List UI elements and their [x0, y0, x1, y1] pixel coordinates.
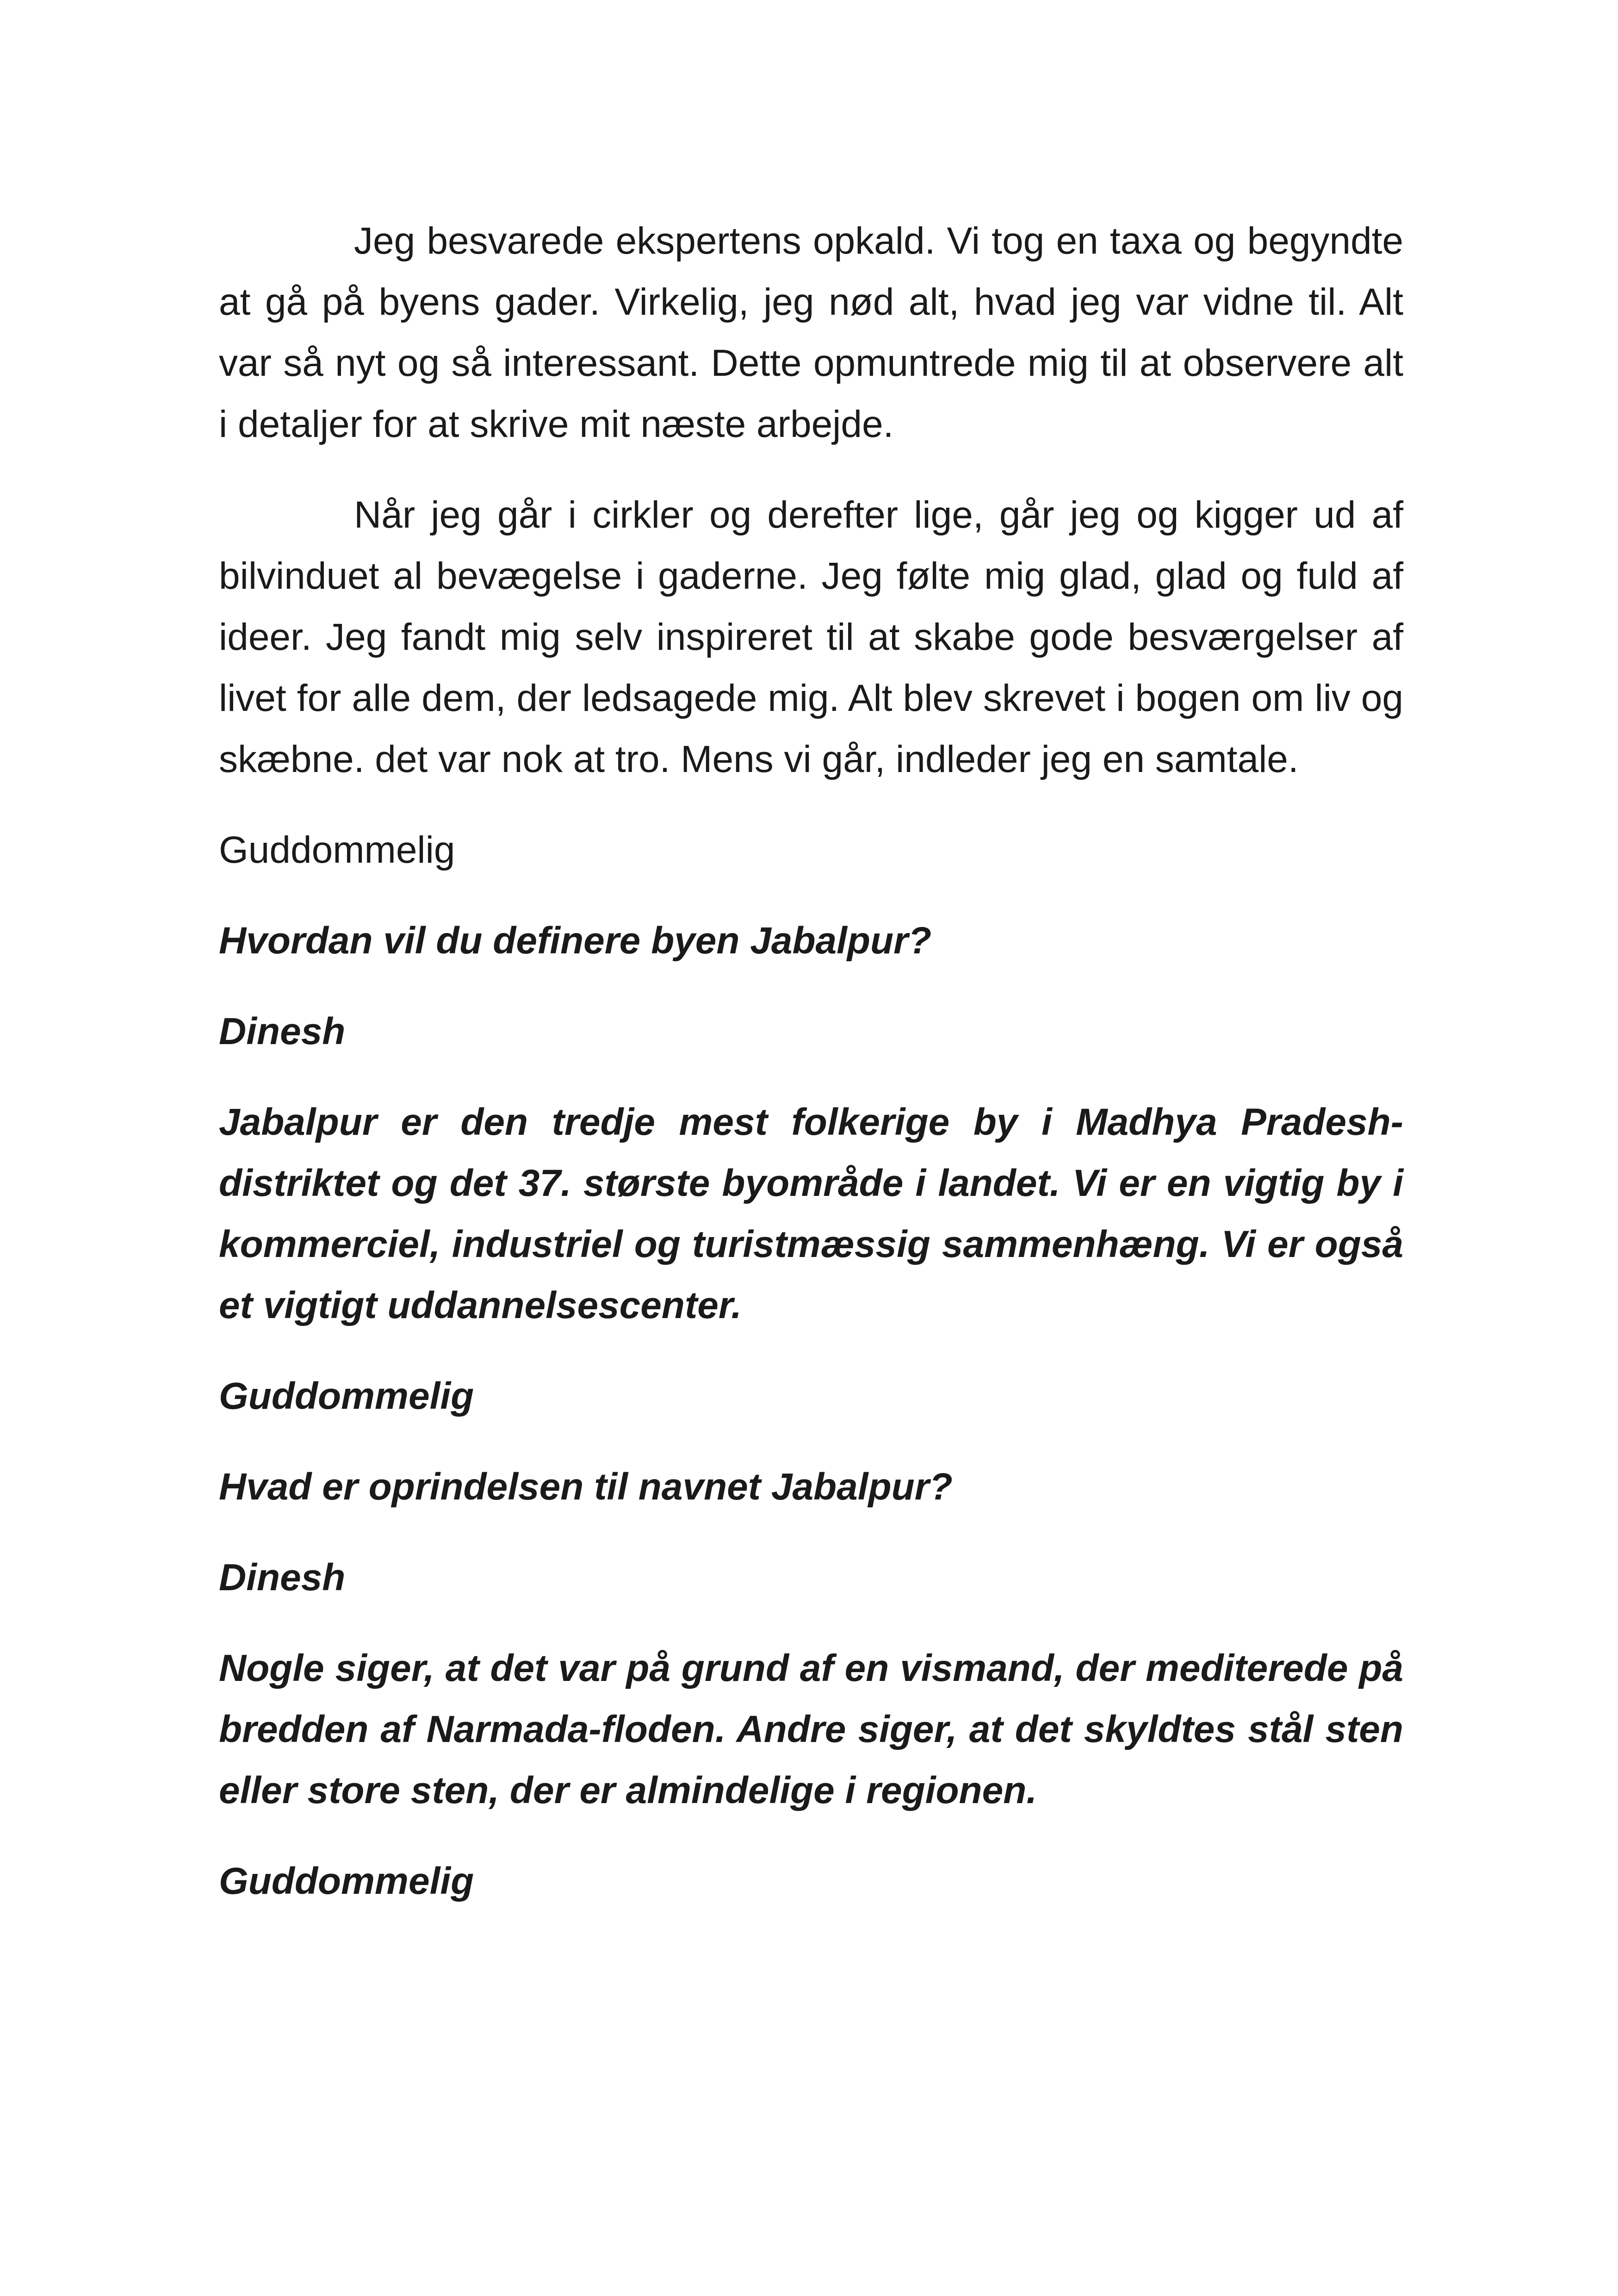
- speaker-label-guddommelig: Guddommelig: [219, 1860, 474, 1902]
- speaker-label-guddommelig: Guddommelig: [219, 829, 455, 871]
- speaker-label-dinesh: Dinesh: [219, 1010, 346, 1052]
- speaker-label-dinesh: Dinesh: [219, 1556, 346, 1599]
- page-body: [219, 211, 1403, 1941]
- question-define-jabalpur: Hvordan vil du definere byen Jabalpur?: [219, 920, 932, 962]
- paragraph-taxa-ride: Jeg besvarede ekspertens opkald. Vi tog en taxa og begyndte at gå på byens gader. Virkelig, jeg nød alt, hvad jeg var vidne til. Alt var så nyt og så interessant. Dette opmuntrede mig til at observere alt i detaljer for at skrive mit næste arbejde.: [219, 220, 1403, 445]
- answer-name-origin: Nogle siger, at det var på grund af en vismand, der mediterede på bredden af Narmada-floden. Andre siger, at det skyldtes stål sten eller store sten, der er almindelige i regionen.: [219, 1647, 1403, 1811]
- answer-jabalpur-definition: Jabalpur er den tredje mest folkerige by i Madhya Pradesh-distriktet og det 37. største byområde i landet. Vi er en vigtig by i kommerciel, industriel og turistmæssig sammenhæng. Vi er også et vigtigt uddannelsescenter.: [219, 1101, 1403, 1326]
- paragraph-city-streets: Når jeg går i cirkler og derefter lige, går jeg og kigger ud af bilvinduet al bevægelse i gaderne. Jeg følte mig glad, glad og fuld af ideer. Jeg fandt mig selv inspireret til at skabe gode besværgelser af livet for alle dem, der ledsagede mig. Alt blev skrevet i bogen om liv og skæbne. det var nok at tro. Mens vi går, indleder jeg en samtale.: [219, 494, 1403, 780]
- speaker-label-guddommelig: Guddommelig: [219, 1375, 474, 1417]
- question-name-origin: Hvad er oprindelsen til navnet Jabalpur?: [219, 1466, 953, 1508]
